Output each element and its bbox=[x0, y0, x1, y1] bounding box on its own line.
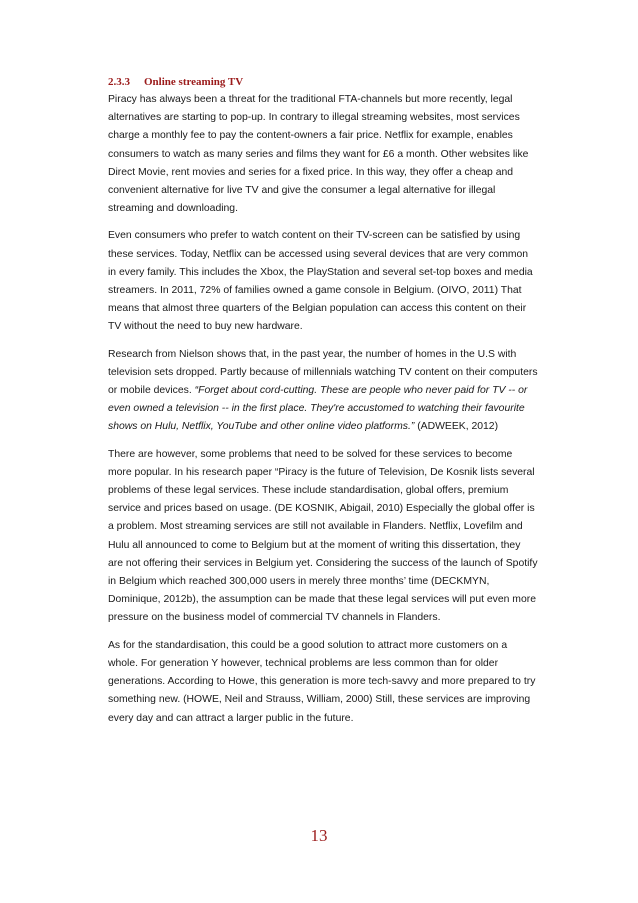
paragraph-text: There are however, some problems that need to be solved for these services to become more popular. In his research paper “Piracy is the future of Television, De Kosnik lists several problems of these legal services. These include standardisation, global offers, premium service and prices based on usage. (DE KOSNIK, Abigail, 2010) Especially the global offer is a problem. Most streaming services are still not available in Flanders. Netflix, Lovefilm and Hulu all announced to come to Belgium but at the moment of writing this dissertation, they are not offering their services in Belgium yet. Considering the success of the launch of Spotify in Belgium which reached 300,000 users in merely three months’ time (DECKMYN, Dominique, 2012b), the assumption can be made that these legal services will put even more pressure on the business model of commercial TV channels in Flanders. bbox=[108, 448, 538, 624]
paragraph-4 bbox=[108, 446, 538, 628]
section-number: 2.3.3 bbox=[108, 76, 130, 88]
paragraph-2 bbox=[108, 227, 538, 336]
body-text bbox=[108, 91, 538, 728]
quote-text: “Forget about cord-cutting. These are people who never paid for TV -- or even owned a television -- in the first place. They're accustomed to watching their favourite shows on Hulu, Netflix, YouTube and other online video platforms.” bbox=[108, 385, 528, 433]
section-title: Online streaming TV bbox=[144, 76, 244, 88]
section-heading bbox=[108, 73, 538, 91]
paragraph-text: (ADWEEK, 2012) bbox=[414, 421, 499, 433]
paragraph-text: Research from Nielson shows that, in the past year, the number of homes in the U.S with television sets dropped. Partly because of millennials watching TV content on their computers or mobile devices. bbox=[108, 348, 538, 397]
paragraph-text: As for the standardisation, this could be a good solution to attract more customers on a whole. For generation Y however, technical problems are less common than for older generations. According to Howe, this generation is more tech-savvy and more prepared to try something new. (HOWE, Neil and Strauss, William, 2000) Still, these services are improving every day and can attract a larger public in the future. bbox=[108, 639, 536, 724]
paragraph-text: Even consumers who prefer to watch content on their TV-screen can be satisfied by using these services. Today, Netflix can be accessed using several devices that are very common in every family. This includes the Xbox, the PlayStation and several set-top boxes and media streamers. In 2011, 72% of families owned a game console in Belgium. (OIVO, 2011) That means that almost three quarters of the Belgian population can access this content on their TV without the need to buy new hardware. bbox=[108, 230, 533, 333]
paragraph-5 bbox=[108, 637, 538, 728]
paragraph-1 bbox=[108, 91, 538, 218]
paragraph-text: Piracy has always been a threat for the traditional FTA-channels but more recently, legal alternatives are starting to pop-up. In contrary to illegal streaming websites, most services charge a monthly fee to pay the content-owners a fair price. Netflix for example, enables consumers to watch as many series and films they want for £6 a month. Other websites like Direct Movie, rent movies and series for a fixed price. In this way, they offer a cheap and convenient alternative for live TV and give the consumer a legal alternative for illegal streaming and downloading. bbox=[108, 94, 529, 215]
page-content bbox=[108, 73, 538, 737]
paragraph-3 bbox=[108, 346, 538, 437]
page-number: 13 bbox=[310, 826, 328, 845]
